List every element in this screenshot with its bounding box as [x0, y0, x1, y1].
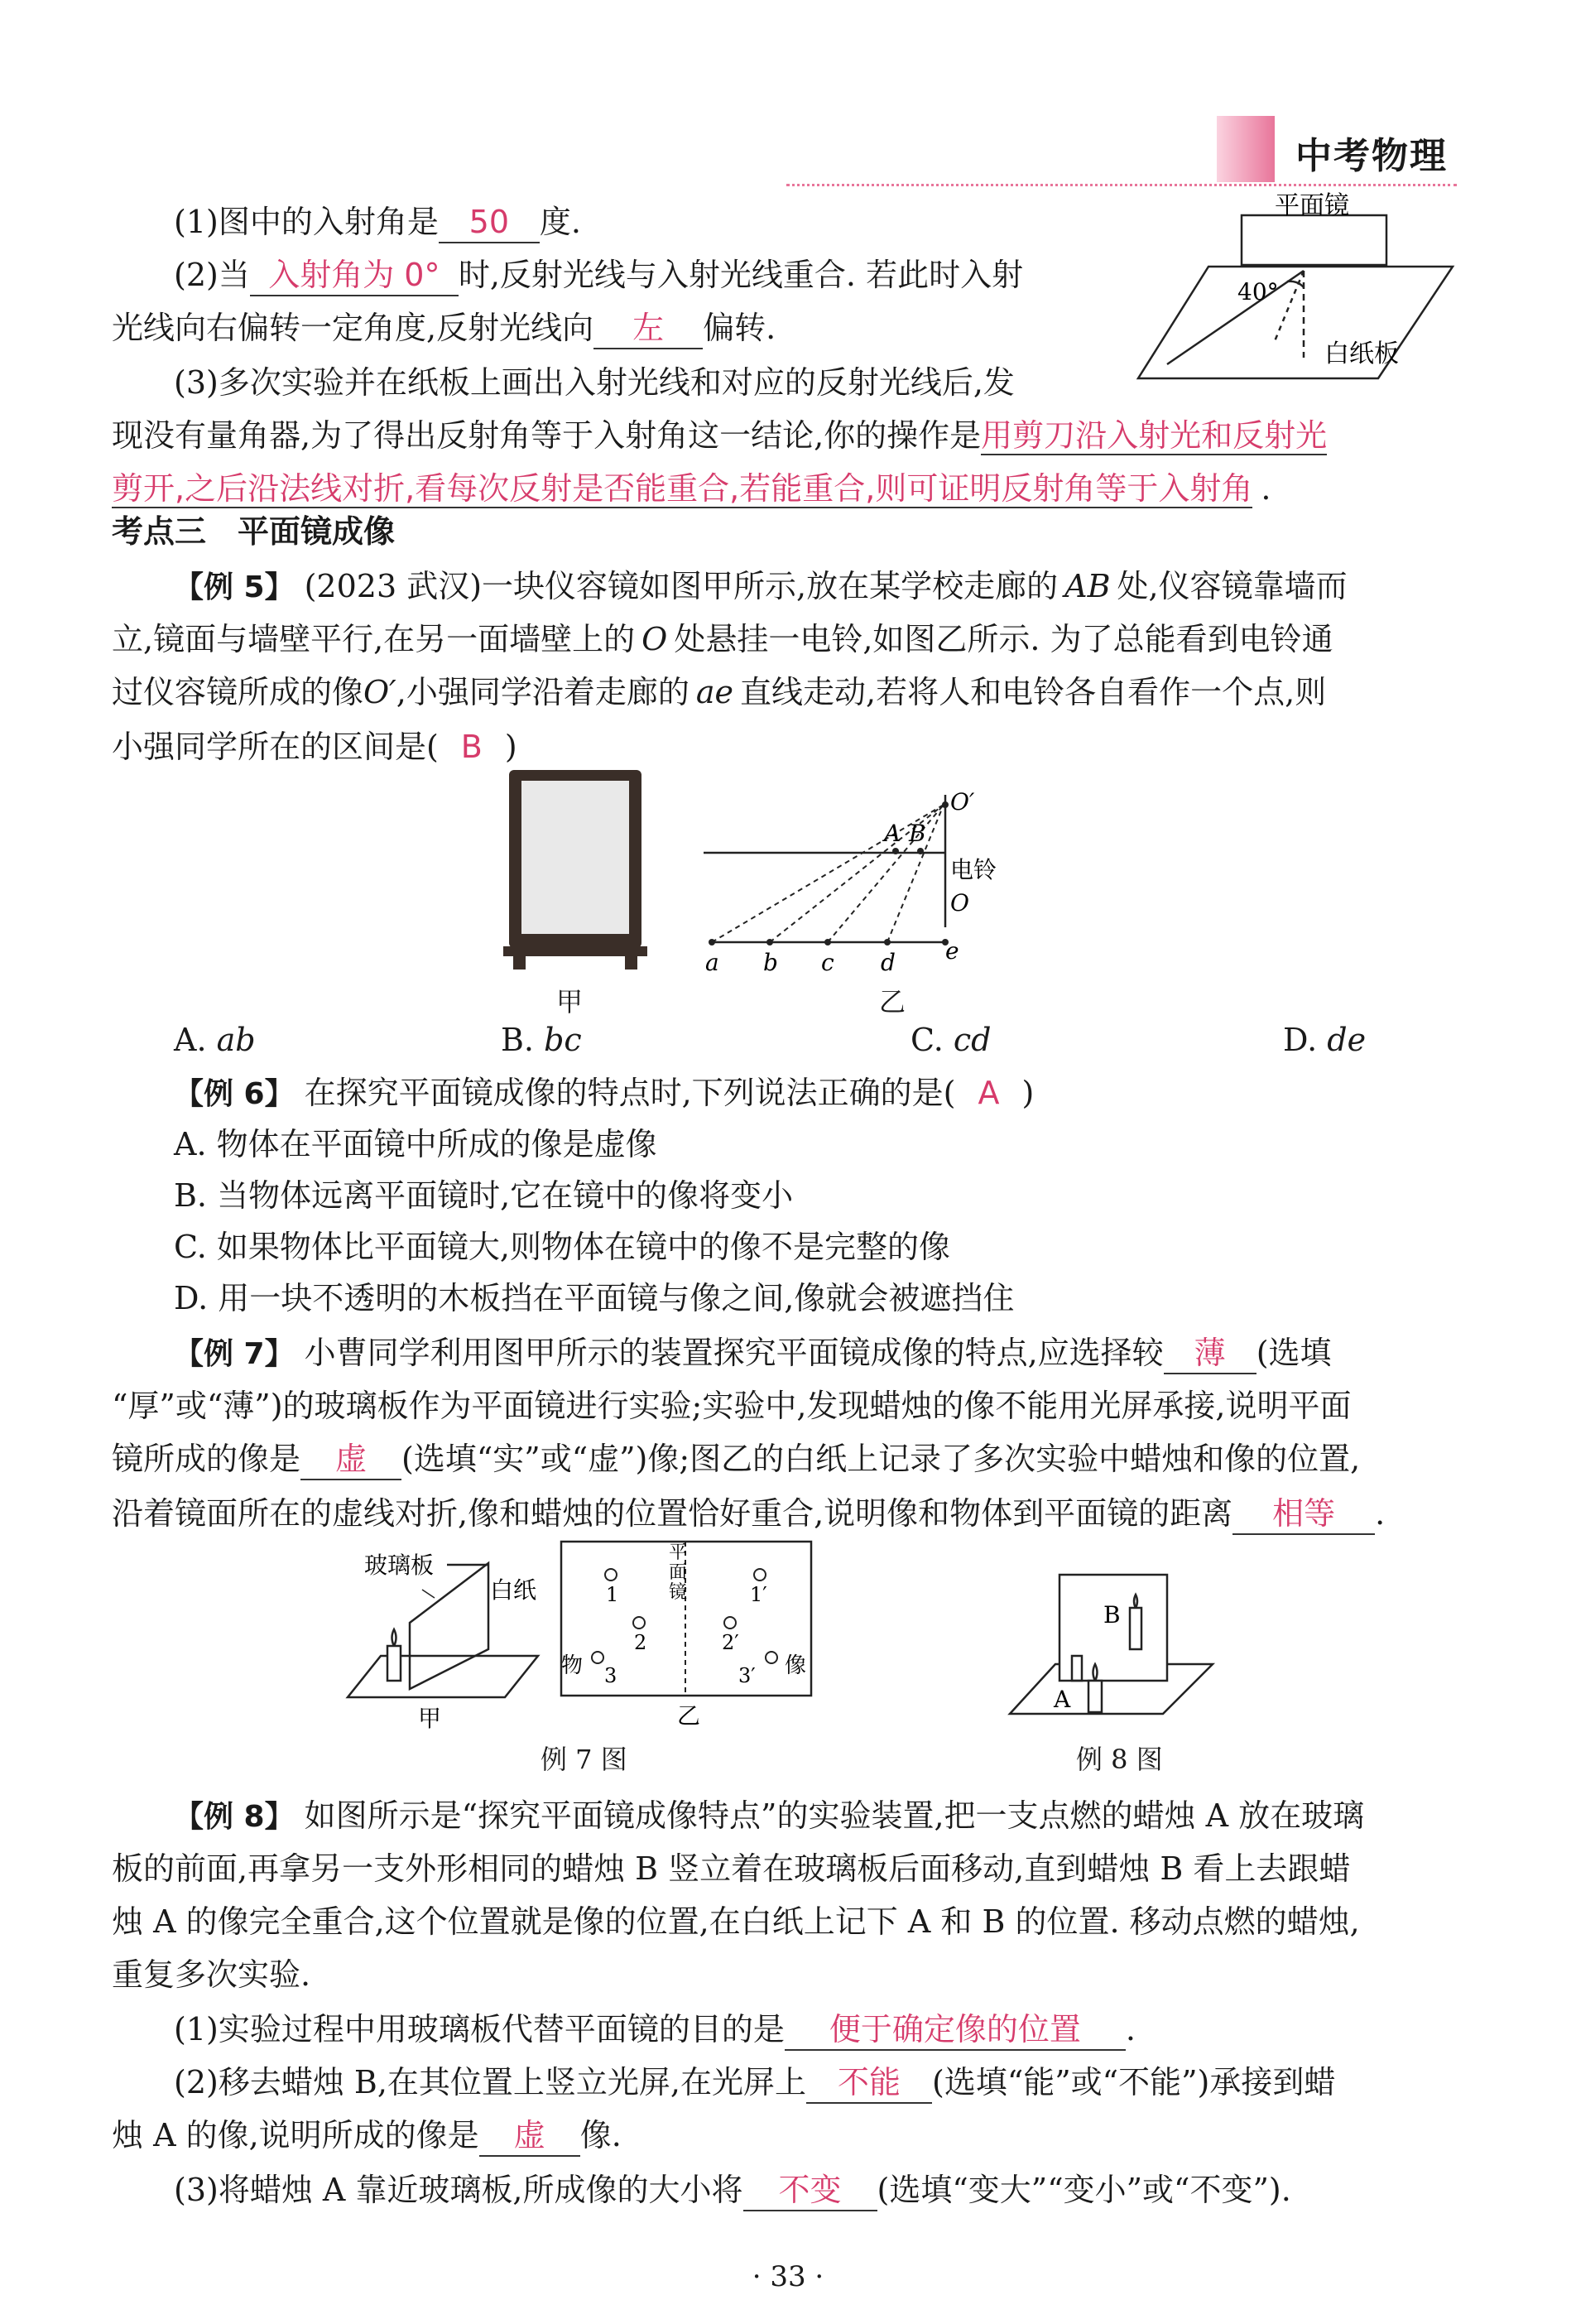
ex8-caption: 例 8 图 — [1076, 1744, 1163, 1775]
ex7-line1: 【例 7】 小曹同学利用图甲所示的装置探究平面镜成像的特点,应选择较 薄 (选填 — [174, 1330, 1332, 1378]
ex5-option-c[interactable]: C. cd — [911, 1022, 992, 1058]
answer-blank: 不能 — [806, 2062, 932, 2104]
point-3-prime: 3′ — [738, 1664, 756, 1687]
answer-blank: 50 — [439, 202, 540, 243]
point-d: d — [881, 949, 896, 976]
mirror-label-1: 平 — [669, 1542, 688, 1563]
answer-blank: 便于确定像的位置 — [785, 2009, 1126, 2051]
mirror-glass — [521, 781, 629, 934]
point-2: 2 — [634, 1631, 647, 1654]
answer-blank: 左 — [593, 308, 703, 349]
point-A: A — [884, 820, 901, 847]
q4-part3-line2: 现没有量角器,为了得出反射角等于入射角这一结论,你的操作是用剪刀沿入射光和反射光 — [112, 417, 1328, 454]
section-title: 考点三 平面镜成像 — [112, 513, 396, 550]
answer-choice: B — [460, 729, 483, 765]
ex5-line3: 过仪容镜所成的像O′,小强同学沿着走廊的 ae 直线走动,若将人和电铃各自看作一个点,则 — [112, 674, 1327, 710]
point-a: a — [705, 949, 719, 976]
page-number: · 33 · — [752, 2260, 824, 2293]
point-2-prime: 2′ — [722, 1631, 739, 1654]
paper-label: 白纸 — [490, 1576, 537, 1604]
ex6-option-d[interactable]: D. 用一块不透明的木板挡在平面镜与像之间,像就会被遮挡住 — [174, 1280, 1015, 1316]
ex5-line2: 立,镜面与墙壁平行,在另一面墙壁上的 O 处悬挂一电铃,如图乙所示. 为了总能看到电铃通 — [112, 621, 1333, 657]
q4-part1: (1)图中的入射角是 50 度. — [174, 199, 581, 245]
object-label: 物 — [561, 1653, 584, 1678]
point-B: B — [909, 820, 926, 847]
bell-label: 电铃 — [950, 856, 997, 883]
ex7-caption: 例 7 图 — [541, 1744, 627, 1775]
paper-base — [348, 1656, 538, 1697]
ex8-line2: 板的前面,再拿另一支外形相同的蜡烛 B 竖立着在玻璃板后面移动,直到蜡烛 B 看上去跟蜡 — [112, 1850, 1351, 1887]
glass-label: 玻璃板 — [364, 1552, 435, 1579]
paper-board — [1138, 267, 1453, 378]
fig-yi-label: 乙 — [879, 986, 906, 1018]
candle-B — [1130, 1608, 1141, 1649]
q4-part2b: 光线向右偏转一定角度,反射光线向 左 偏转. — [112, 305, 776, 351]
answer-blank: 不变 — [743, 2170, 877, 2211]
angle-label: 40° — [1237, 278, 1279, 306]
ex7-line4: 沿着镜面所在的虚线对折,像和蜡烛的位置恰好重合,说明像和物体到平面镜的距离 相等 . — [112, 1490, 1385, 1537]
example-8 — [112, 1792, 1469, 2256]
corridor-figure — [695, 787, 1043, 977]
ex8-q2b: 烛 A 的像,说明所成的像是 虚 像. — [112, 2112, 622, 2158]
ex8-line3: 烛 A 的像完全重合,这个位置就是像的位置,在白纸上记下 A 和 B 的位置. 移动点燃的蜡烛, — [112, 1903, 1360, 1940]
ex8-q2: (2)移去蜡烛 B,在其位置上竖立光屏,在光屏上 不能 (选填“能”或“不能”)承接到蜡 — [174, 2059, 1335, 2105]
mirror-paper-figure — [1134, 192, 1465, 391]
label-B: B — [1103, 1601, 1121, 1629]
point-b: b — [763, 949, 778, 976]
ex6-option-a[interactable]: A. 物体在平面镜中所成的像是虚像 — [174, 1126, 657, 1162]
answer-choice: A — [978, 1075, 1000, 1111]
answer-blank: 入射角为 0° — [250, 255, 459, 296]
glass-plate — [410, 1563, 488, 1689]
ex6-option-c[interactable]: C. 如果物体比平面镜大,则物体在镜中的像不是完整的像 — [174, 1229, 950, 1265]
header-pink-bar — [1217, 116, 1275, 182]
ex8-q3: (3)将蜡烛 A 靠近玻璃板,所成像的大小将 不变 (选填“变大”“变小”或“不变”). — [174, 2167, 1291, 2213]
mirror-label-2: 面 — [669, 1562, 688, 1583]
ex5-option-b[interactable]: B. bc — [501, 1022, 582, 1058]
fig-jia-label: 甲 — [556, 986, 584, 1018]
ex7-paper-figure — [555, 1540, 819, 1739]
point-1-prime: 1′ — [750, 1583, 767, 1606]
ex8-q1: (1)实验过程中用玻璃板代替平面镜的目的是 便于确定像的位置 . — [174, 2006, 1136, 2052]
ex6-stem: 【例 6】 在探究平面镜成像的特点时,下列说法正确的是( A ) — [174, 1070, 1034, 1118]
q4-part3-line1: (3)多次实验并在纸板上画出入射光线和对应的反射光线后,发 — [174, 364, 1015, 401]
ex6-option-b[interactable]: B. 当物体远离平面镜时,它在镜中的像将变小 — [174, 1177, 794, 1214]
point-3: 3 — [604, 1664, 617, 1687]
ex5-option-a[interactable]: A. ab — [174, 1022, 256, 1058]
ex7-line3: 镜所成的像是 虚 (选填“实”或“虚”)像;图乙的白纸上记录了多次实验中蜡烛和像的位置, — [112, 1436, 1360, 1482]
image-label: 像 — [785, 1653, 807, 1678]
mirror-label: 平面镜 — [1275, 192, 1349, 220]
q4-part2: (2)当 入射角为 0° 时,反射光线与入射光线重合. 若此时入射 — [174, 252, 1023, 298]
ex8-setup-figure — [1006, 1565, 1221, 1730]
answer-blank: 相等 — [1232, 1494, 1375, 1535]
paper-label: 白纸板 — [1324, 339, 1399, 368]
ex5-option-d[interactable]: D. de — [1283, 1022, 1367, 1058]
ex5-line1: 【例 5】 (2023 武汉)一块仪容镜如图甲所示,放在某学校走廊的 AB 处,仪容镜靠墙而 — [174, 568, 1348, 604]
ex7-setup-figure — [339, 1548, 546, 1730]
fig-jia-label: 甲 — [418, 1705, 442, 1730]
point-e: e — [945, 937, 959, 965]
answer-blank: 剪开,之后沿法线对折,看每次反射是否能重合,若能重合,则可证明反射角等于入射角 — [112, 470, 1253, 507]
dressing-mirror-figure — [497, 766, 654, 981]
answer-blank: 用剪刀沿入射光和反射光 — [981, 417, 1328, 454]
header-title: 中考物理 — [1295, 135, 1448, 177]
ex5-line4: 小强同学所在的区间是( B ) — [112, 724, 517, 770]
q4-part3-line3: 剪开,之后沿法线对折,看每次反射是否能重合,若能重合,则可证明反射角等于入射角 . — [112, 470, 1271, 507]
candle — [387, 1646, 401, 1681]
candle-A — [1088, 1681, 1102, 1712]
answer-blank: 虚 — [300, 1439, 401, 1480]
point-1: 1 — [606, 1583, 619, 1606]
header-rule — [786, 184, 1457, 186]
incident-ray — [1167, 271, 1304, 364]
ex8-line1: 【例 8】 如图所示是“探究平面镜成像特点”的实验装置,把一支点燃的蜡烛 A 放在玻璃 — [174, 1797, 1365, 1834]
point-c: c — [821, 949, 834, 976]
angle-arc — [1287, 281, 1304, 287]
ex8-line4: 重复多次实验. — [112, 1956, 311, 1993]
mirror-box — [1242, 215, 1386, 265]
answer-blank: 薄 — [1164, 1333, 1256, 1374]
mirror-label-3: 镜 — [669, 1582, 688, 1603]
fig-yi-label: 乙 — [677, 1702, 701, 1730]
example-7 — [112, 1330, 1469, 1553]
label-A: A — [1054, 1686, 1071, 1713]
point-O-prime: O′ — [950, 788, 975, 816]
header — [1217, 116, 1465, 190]
flame — [392, 1629, 396, 1646]
answer-blank: 虚 — [479, 2115, 580, 2157]
ex7-line2: “厚”或“薄”)的玻璃板作为平面镜进行实验;实验中,发现蜡烛的像不能用光屏承接,说明平面 — [112, 1388, 1352, 1424]
point-O: O — [950, 889, 969, 917]
